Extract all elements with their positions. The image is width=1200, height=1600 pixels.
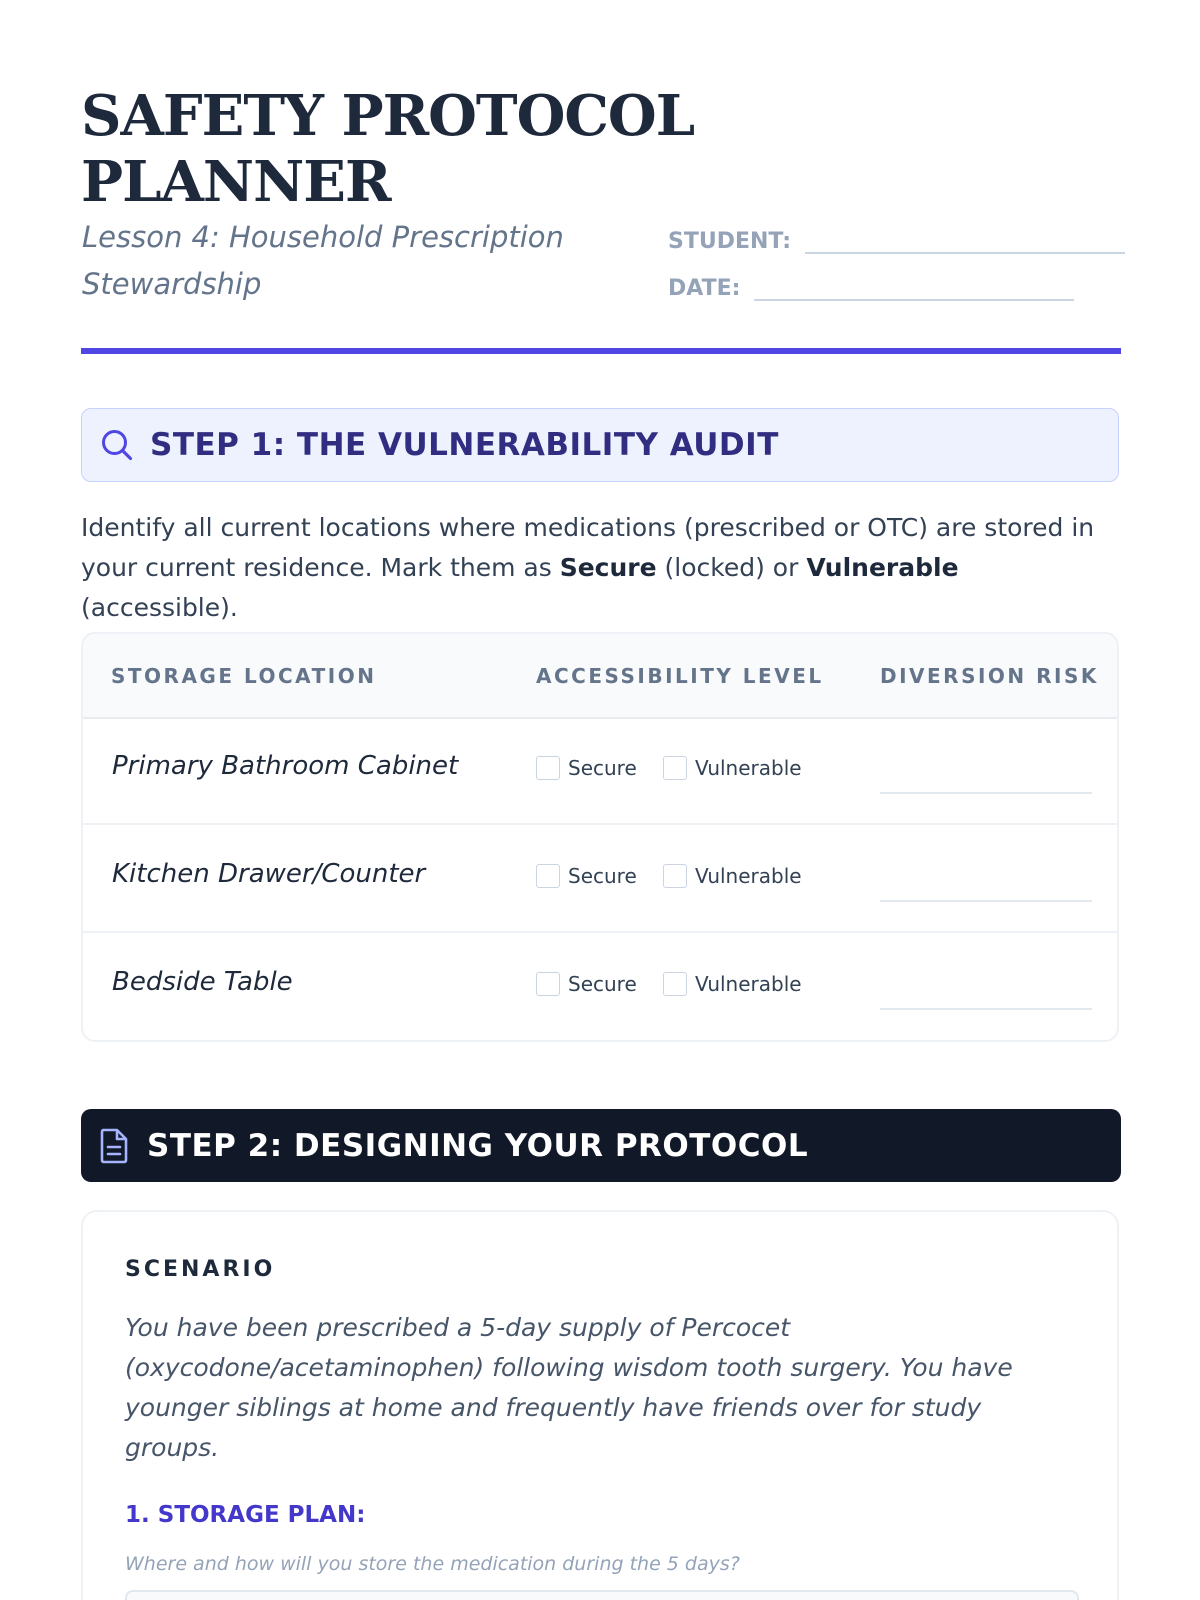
header-divider (81, 348, 1121, 354)
checkbox-box[interactable] (536, 972, 560, 996)
date-input-line[interactable] (754, 275, 1074, 301)
table-row (83, 717, 1117, 825)
instructions-text-3: (accessible). (81, 593, 238, 622)
storage-location-cell: Bedside Table (112, 967, 293, 997)
storage-location-cell: Primary Bathroom Cabinet (112, 751, 459, 781)
search-icon (99, 427, 135, 463)
column-header-storage-location: STORAGE LOCATION (111, 664, 377, 688)
scenario-label: SCENARIO (125, 1257, 276, 1282)
column-header-accessibility-level: ACCESSIBILITY LEVEL (536, 664, 824, 688)
storage-plan-hint: Where and how will you store the medication during the 5 days? (125, 1553, 740, 1575)
checkbox-box[interactable] (663, 864, 687, 888)
checkbox-box[interactable] (536, 756, 560, 780)
table-header (83, 634, 1117, 719)
storage-location-cell: Kitchen Drawer/Counter (112, 859, 426, 889)
vulnerable-checkbox[interactable] (663, 756, 802, 780)
step1-instructions (81, 508, 1121, 628)
vulnerable-checkbox[interactable] (663, 972, 802, 996)
vulnerable-checkbox[interactable] (663, 864, 802, 888)
vulnerable-label: Vulnerable (695, 864, 802, 888)
student-input-line[interactable] (805, 228, 1125, 254)
instructions-text-2: (locked) or (656, 553, 807, 582)
instructions-text-1: Identify all current locations where medications (prescribed or OTC) are stored in your current residence. Mark them as (81, 513, 1095, 582)
secure-label: Secure (568, 756, 637, 780)
secure-checkbox[interactable] (536, 972, 637, 996)
diversion-risk-input-line[interactable] (880, 792, 1092, 794)
table-row (83, 825, 1117, 933)
checkbox-box[interactable] (663, 756, 687, 780)
secure-checkbox[interactable] (536, 864, 637, 888)
student-field (668, 228, 1125, 254)
secure-label: Secure (568, 972, 637, 996)
vulnerable-label: Vulnerable (695, 972, 802, 996)
step2-title: STEP 2: DESIGNING YOUR PROTOCOL (147, 1127, 809, 1164)
step1-banner (81, 408, 1119, 482)
page-title: SAFETY PROTOCOL PLANNER (81, 83, 695, 215)
instructions-vulnerable-term: Vulnerable (806, 553, 959, 582)
secure-checkbox[interactable] (536, 756, 637, 780)
checkbox-box[interactable] (663, 972, 687, 996)
date-field (668, 275, 1074, 301)
step1-title: STEP 1: THE VULNERABILITY AUDIT (150, 427, 779, 463)
scenario-text: You have been prescribed a 5-day supply of Percocet (oxycodone/acetaminophen) following wisdom tooth surgery. You have younger siblings at home and frequently have friends over for study groups. (125, 1313, 1013, 1462)
vulnerability-audit-table (81, 632, 1119, 1042)
vulnerable-label: Vulnerable (695, 756, 802, 780)
column-header-diversion-risk: DIVERSION RISK (880, 664, 1099, 688)
date-label: DATE: (668, 276, 741, 301)
storage-plan-answer-box[interactable] (125, 1590, 1079, 1600)
worksheet-page (81, 0, 1121, 1600)
checkbox-box[interactable] (536, 864, 560, 888)
document-icon (98, 1128, 130, 1164)
student-label: STUDENT: (668, 229, 792, 254)
storage-plan-title: 1. STORAGE PLAN: (125, 1502, 366, 1528)
diversion-risk-input-line[interactable] (880, 1008, 1092, 1010)
scenario-card (81, 1210, 1119, 1600)
table-row (83, 933, 1117, 1041)
secure-label: Secure (568, 864, 637, 888)
lesson-subtitle: Lesson 4: Household Prescription Stewardship (82, 220, 564, 301)
diversion-risk-input-line[interactable] (880, 900, 1092, 902)
step2-banner (81, 1109, 1121, 1182)
instructions-secure-term: Secure (559, 553, 657, 582)
